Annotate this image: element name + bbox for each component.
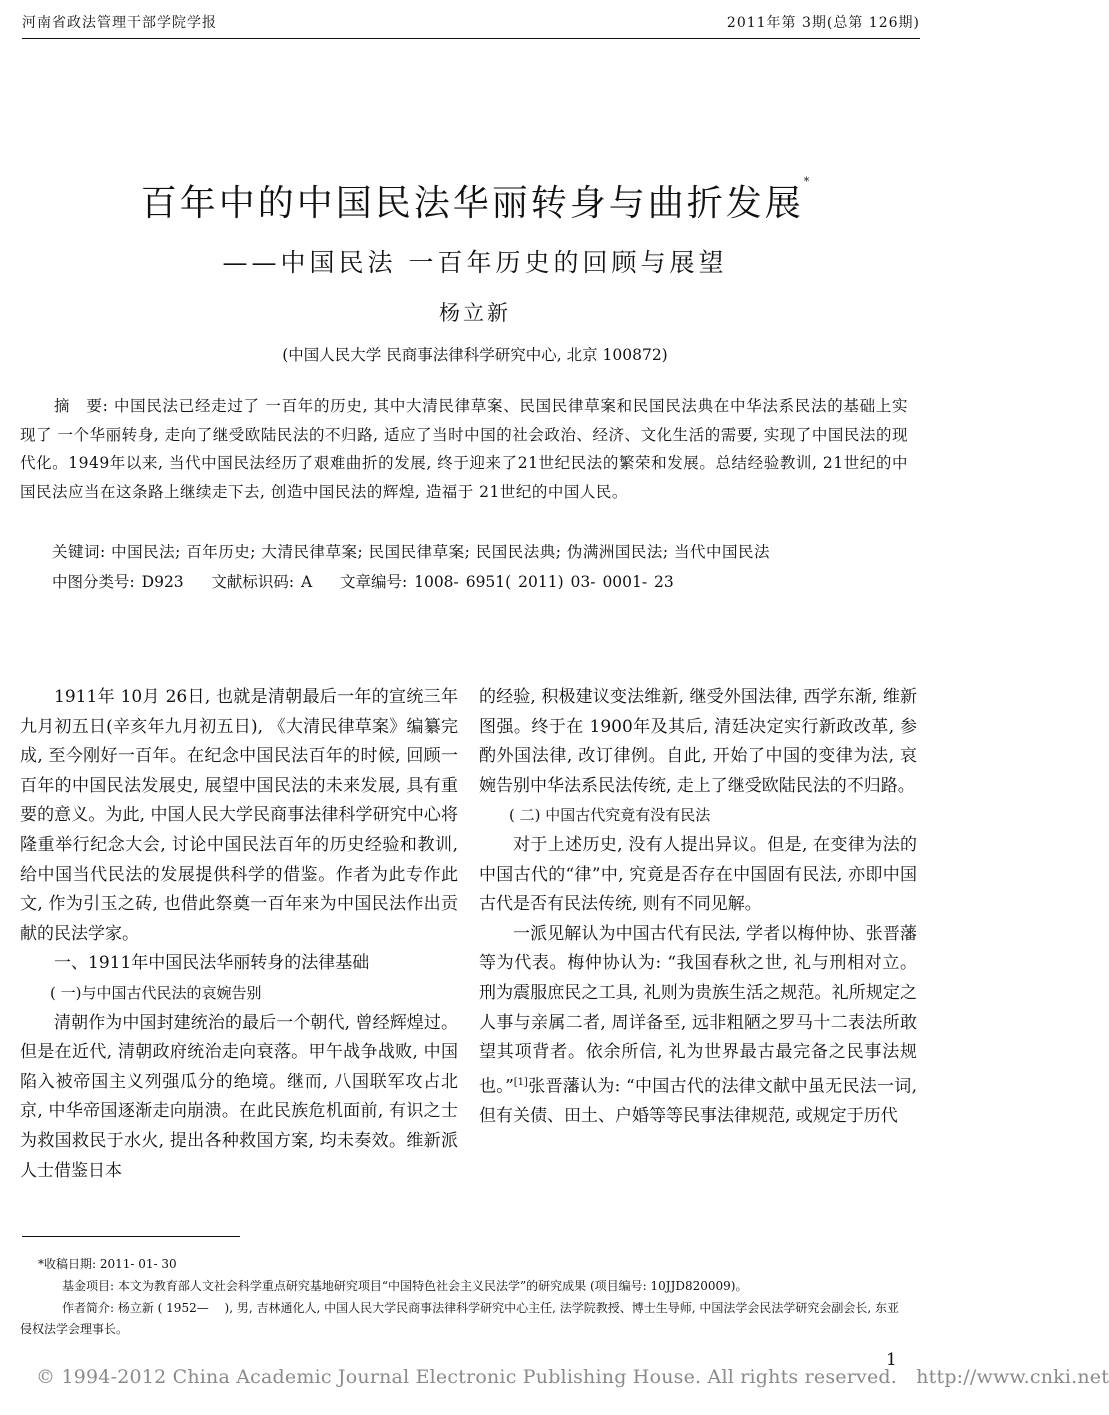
author-bio: 作者简介: 杨立新 ( 1952— ), 男, 吉林通化人, 中国人民大学民商事法律科学研究中心主任, 法学院教授、博士生导师, 中国法学会民法学研究会副会长, 东亚侵权法学会理事长。 <box>20 1301 899 1336</box>
article-subtitle: ——中国民法 一百年历史的回顾与展望 <box>222 248 728 277</box>
keywords <box>52 538 912 567</box>
citation-ref[interactable]: [1] <box>513 1076 528 1088</box>
header-rule <box>22 38 920 39</box>
classification-line <box>52 568 912 597</box>
body-right-column <box>479 683 917 1132</box>
body-paragraph: 的经验, 积极建议变法维新, 继受外国法律, 西学东渐, 维新图强。终于在 1900年及其后, 清廷决定实行新政改革, 参酌外国法律, 改订律例。自此, 开始了中国的变律为法, 哀婉告别中华法系民法传统, 走上了继受欧陆民法的不归路。 <box>479 687 917 796</box>
abstract-label: 摘 要: <box>54 397 109 415</box>
section-heading: 一、1911年中国民法华丽转身的法律基础 <box>54 953 370 974</box>
abstract <box>20 392 908 506</box>
body-paragraph: 1911年 10月 26日, 也就是清朝最后一年的宣统三年九月初五日(辛亥年九月初五日), 《大清民律草案》编纂完成, 至今刚好一百年。在纪念中国民法百年的时候, 回顾一百年的中国民法发展史, 展望中国民法的未来发展, 具有重要的意义。为此, 中国人民大学民商事法律科学研究中心将隆重举行纪念大会, 讨论中国民法百年的历史经验和教训, 给中国当代民法的发展提供科学的借鉴。作者为此专作此文, 作为引玉之砖, 也借此祭奠一百年来为中国民法作出贡献的民法学家。 <box>20 687 458 944</box>
quote-text: 一派见解认为中国古代有民法, 学者以梅仲协、张晋藩等为代表。梅仲协认为: “我国春秋之世, 礼与刑相对立。刑为震服庶民之工具, 礼则为贵族生活之规范。礼所规定之人事与亲属二者, 周详备至, 远非粗陋之罗马十二表法所敢望其项背者。依余所信, 礼为世界最古最完备之民事法规也。” <box>479 923 917 1097</box>
keywords-label: 关键词: <box>52 543 106 561</box>
author-affiliation: (中国人民大学 民商事法律科学研究中心, 北京 100872) <box>282 346 668 364</box>
subsection-heading: ( 二) 中国古代究竟有没有民法 <box>509 806 711 825</box>
body-left-column <box>20 683 458 1186</box>
abstract-text: 中国民法已经走过了 一百年的历史, 其中大清民律草案、民国民律草案和民国民法典在中华法系民法的基础上实现了 一个华丽转身, 走向了继受欧陆民法的不归路, 适应了当时中国的社会政治、经济、文化生活的需要, 实现了中国民法的现代化。1949年以来, 当代中国民法经历了艰难曲折的发展, 终于迎来了21世纪民法的繁荣和发展。总结经验教训, 21世纪的中国民法应当在这条路上继续走下去, 创造中国民法的辉煌, 造福于 21世纪的中国人民。 <box>20 397 908 501</box>
body-paragraph: 对于上述历史, 没有人提出异议。但是, 在变律为法的中国古代的“律”中, 究竟是否存在中国固有民法, 亦即中国古代是否有民法传统, 则有不同见解。 <box>479 834 917 915</box>
fund-note: 基金项目: 本文为教育部人文社会科学重点研究基地研究项目“中国特色社会主义民法学”的研究成果 (项目编号: 10JJD820009)。 <box>62 1279 748 1293</box>
footnote-rule <box>22 1236 240 1237</box>
issue-info: 2011年第 3期(总第 126期) <box>726 15 920 31</box>
title-footnote-mark: * <box>803 175 810 188</box>
document-code: 文献标识码: A <box>211 573 313 591</box>
keywords-text: 中国民法; 百年历史; 大清民律草案; 民国民律草案; 民国民法典; 伪满洲国民法; 当代中国民法 <box>105 543 771 561</box>
title-text: 百年中的中国民法华丽转身与曲折发展 <box>140 183 804 224</box>
page-number: 1 <box>886 1350 897 1370</box>
article-title <box>0 175 950 226</box>
article-number: 文章编号: 1008- 6951( 2011) 03- 0001- 23 <box>339 573 674 591</box>
clc-number: 中图分类号: D923 <box>52 573 184 591</box>
quote-continuation: 张晋藩认为: “中国古代的法律文献中虽无民法一词, 但有关债、田土、户婚等等民事法律规范, 或规定于历代 <box>479 1076 917 1126</box>
journal-name: 河南省政法管理干部学院学报 <box>22 15 217 31</box>
subsection-heading: ( 一)与中国古代民法的哀婉告别 <box>50 983 262 1002</box>
body-paragraph <box>479 920 917 1132</box>
author-name: 杨立新 <box>439 301 511 325</box>
copyright-watermark: © 1994-2012 China Academic Journal Electronic Publishing House. All rights reserved. http://www.cnki.net <box>36 1366 1109 1388</box>
received-date: *收稿日期: 2011- 01- 30 <box>38 1257 177 1271</box>
body-paragraph: 清朝作为中国封建统治的最后一个朝代, 曾经辉煌过。但是在近代, 清朝政府统治走向衰落。甲午战争战败, 中国陷入被帝国主义列强瓜分的绝境。继而, 八国联军攻占北京, 中华帝国逐渐走向崩溃。在此民族危机面前, 有识之士为救国救民于水火, 提出各种救国方案, 均未奏效。维新派人士借鉴日本 <box>20 1012 458 1181</box>
